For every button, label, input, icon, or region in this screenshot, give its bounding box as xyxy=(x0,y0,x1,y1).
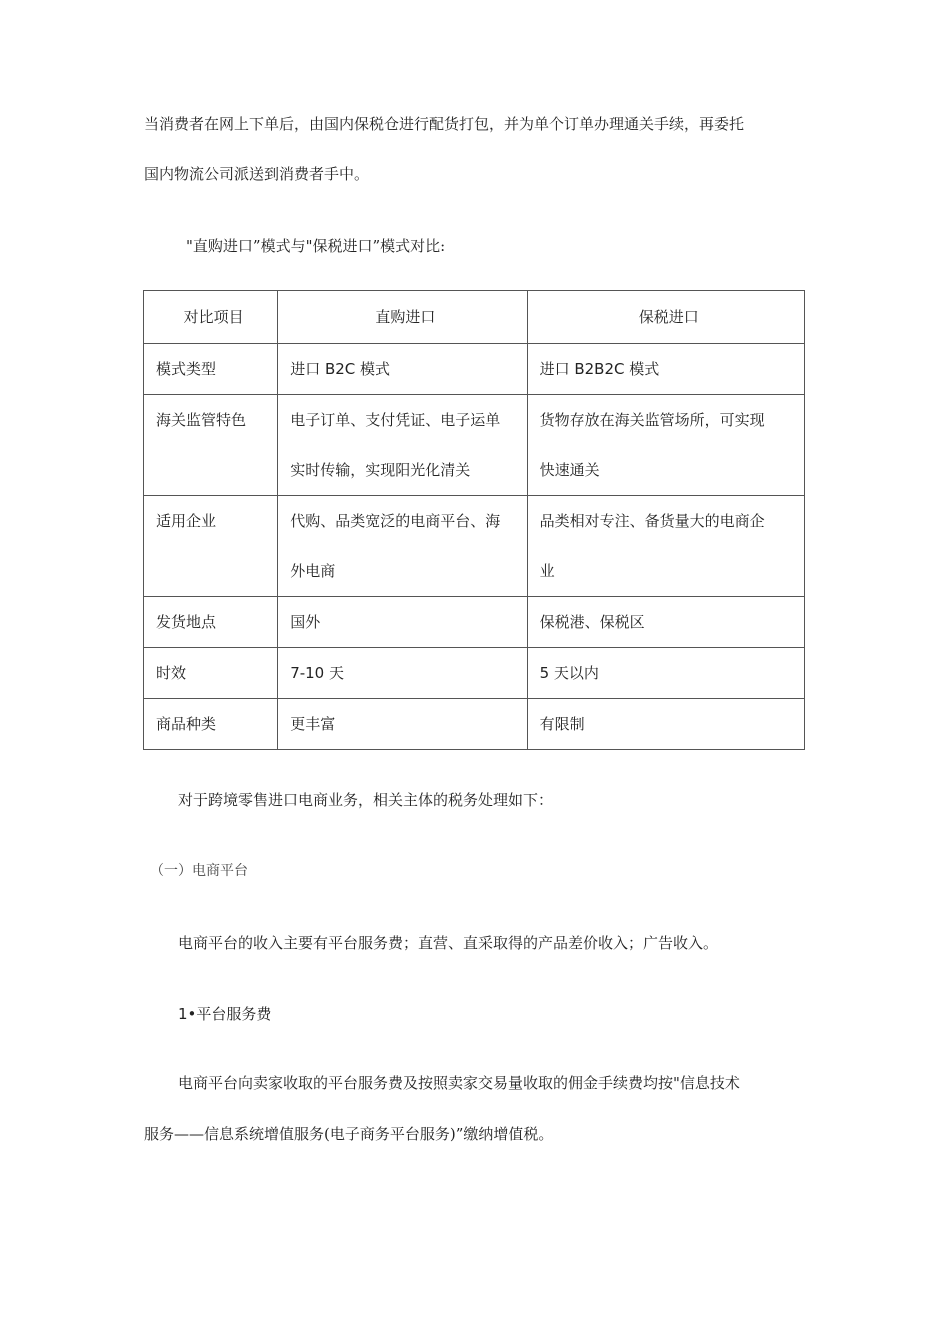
tax-intro: 对于跨境零售进口电商业务，相关主体的税务处理如下： xyxy=(178,791,554,809)
cell-line: 业 xyxy=(539,562,555,580)
direct-cell xyxy=(278,496,527,597)
direct-cell: 国外 xyxy=(278,597,527,648)
bonded-cell xyxy=(527,496,804,597)
header-cell-item: 对比项目 xyxy=(144,291,278,344)
platform-income: 电商平台的收入主要有平台服务费；直营、直采取得的产品差价收入；广告收入。 xyxy=(178,934,719,952)
bonded-cell: 保税港、保税区 xyxy=(527,597,804,648)
bonded-cell: 有限制 xyxy=(527,699,804,750)
table-header-row xyxy=(144,291,805,344)
table-row xyxy=(144,597,805,648)
cell-line: 代购、品类宽泛的电商平台、海 xyxy=(290,512,501,530)
direct-cell: 7-10 天 xyxy=(278,648,527,699)
row-label: 海关监管特色 xyxy=(144,395,278,496)
service-fee-line-1: 电商平台向卖家收取的平台服务费及按照卖家交易量收取的佣金手续费均按"信息技术 xyxy=(178,1074,740,1092)
cell-line: 实时传输，实现阳光化清关 xyxy=(290,461,471,479)
direct-cell xyxy=(278,395,527,496)
bonded-cell: 进口 B2B2C 模式 xyxy=(527,344,804,395)
table-row xyxy=(144,496,805,597)
row-label: 模式类型 xyxy=(144,344,278,395)
row-label: 发货地点 xyxy=(144,597,278,648)
row-label: 商品种类 xyxy=(144,699,278,750)
service-fee-line-2: 服务——信息系统增值服务(电子商务平台服务)”缴纳增值税。 xyxy=(144,1125,554,1143)
subheading-service-fee: 1•平台服务费 xyxy=(178,1005,272,1023)
cell-line: 货物存放在海关监管场所，可实现 xyxy=(539,411,765,429)
cell-line: 品类相对专注、备货量大的电商企 xyxy=(539,512,765,530)
row-label: 适用企业 xyxy=(144,496,278,597)
cell-line: 电子订单、支付凭证、电子运单 xyxy=(290,411,501,429)
table-row xyxy=(144,344,805,395)
bonded-cell xyxy=(527,395,804,496)
direct-cell: 进口 B2C 模式 xyxy=(278,344,527,395)
table-row xyxy=(144,648,805,699)
table-row xyxy=(144,699,805,750)
row-label: 时效 xyxy=(144,648,278,699)
direct-cell: 更丰富 xyxy=(278,699,527,750)
cell-line: 快速通关 xyxy=(539,461,600,479)
comparison-table xyxy=(143,290,805,750)
cell-line: 外电商 xyxy=(290,562,336,580)
section-heading: （一）电商平台 xyxy=(150,863,248,879)
bonded-cell: 5 天以内 xyxy=(527,648,804,699)
comparison-caption: "直购进口”模式与"保税进口”模式对比: xyxy=(186,237,446,255)
intro-line-2: 国内物流公司派送到消费者手中。 xyxy=(144,165,370,183)
header-cell-direct: 直购进口 xyxy=(278,291,527,344)
header-cell-bonded: 保税进口 xyxy=(527,291,804,344)
table-row xyxy=(144,395,805,496)
intro-line-1: 当消费者在网上下单后，由国内保税仓进行配货打包，并为单个订单办理通关手续，再委托 xyxy=(144,115,745,133)
